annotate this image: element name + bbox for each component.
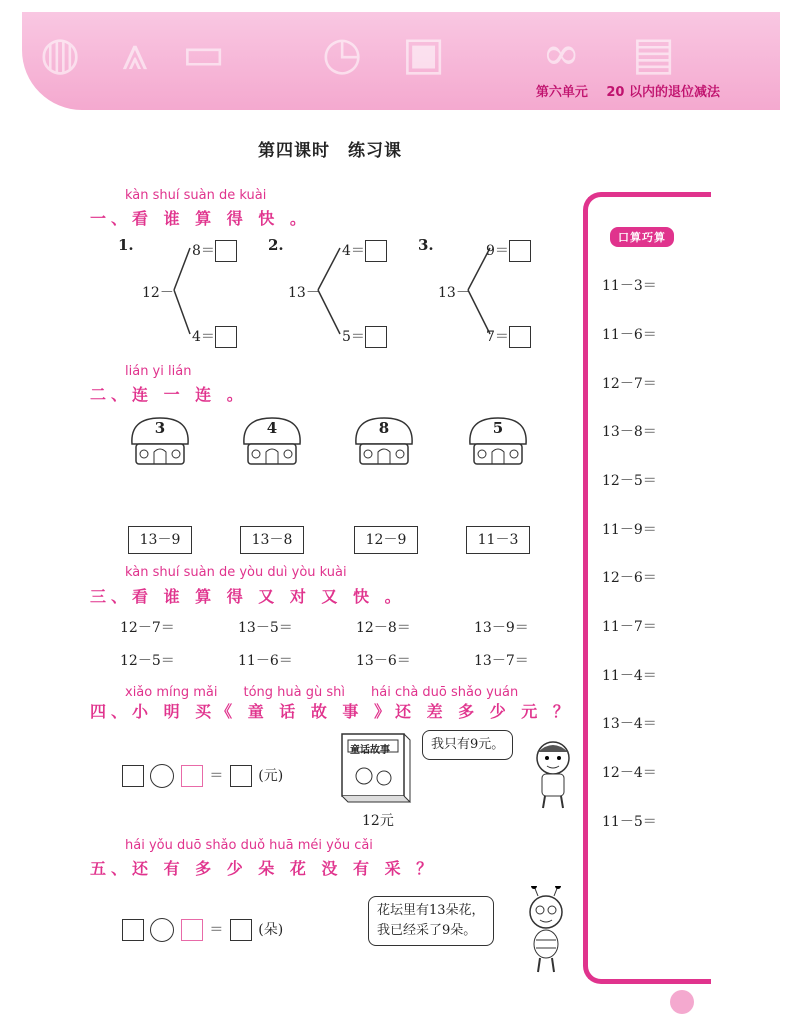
- tree-top: 9＝: [486, 240, 531, 262]
- tree-label: 2.: [268, 236, 284, 254]
- section-3-title: 三、看 谁 算 得 又 对 又 快 。: [90, 587, 406, 606]
- house-number: 5: [492, 419, 504, 437]
- backpack-icon: ▣: [402, 26, 446, 80]
- unit-label: 第六单元: [535, 85, 588, 100]
- section-4-title: 四、小 明 买《 童 话 故 事 》还 差 多 少 元 ？: [90, 702, 574, 721]
- sidebar-item: 12－7＝: [602, 376, 657, 392]
- tree-top: 8＝: [192, 240, 237, 262]
- alarm-clock-icon: ◷: [322, 26, 363, 80]
- section-2-title: 二、连 一 连 。: [90, 385, 248, 404]
- operator-circle[interactable]: [150, 918, 174, 942]
- boy-character-image: [528, 740, 578, 814]
- mental-math-sidebar: [583, 192, 711, 984]
- calc-item: 13－5＝: [238, 620, 293, 636]
- tree-root: 13－: [288, 285, 320, 301]
- number-tree-1: [118, 236, 258, 356]
- answer-box[interactable]: [509, 326, 531, 348]
- house-number: 8: [378, 419, 390, 437]
- section-1-title: 一、看 谁 算 得 快 。: [90, 209, 311, 228]
- mushroom-house: [464, 414, 532, 466]
- mushroom-house: [350, 414, 418, 466]
- answer-box[interactable]: [181, 919, 203, 941]
- number-tree-2: [268, 236, 408, 356]
- unit-label: (朵): [258, 922, 284, 938]
- section-1-pinyin: kàn shuí suàn de kuài: [125, 188, 267, 203]
- speech-line: 花坛里有13朵花，: [377, 903, 485, 918]
- tree-bottom: 7＝: [486, 326, 531, 348]
- section-3-pinyin: kàn shuí suàn de yòu duì yòu kuài: [125, 565, 347, 580]
- sidebar-item: 12－6＝: [602, 570, 657, 586]
- tree-bottom: 4＝: [192, 326, 237, 348]
- match-expression[interactable]: 13－9: [128, 526, 192, 554]
- sidebar-item: 11－4＝: [602, 668, 657, 684]
- book-icon: ▭: [182, 26, 226, 80]
- speech-line: 我已经采了9朵。: [377, 923, 477, 938]
- sidebar-item: 13－8＝: [602, 424, 657, 440]
- tree-root: 13－: [438, 285, 470, 301]
- answer-box[interactable]: [365, 240, 387, 262]
- notebook-icon: ▤: [632, 26, 676, 80]
- answer-box[interactable]: [122, 765, 144, 787]
- sidebar-item: 13－4＝: [602, 716, 657, 732]
- bee-character-image: [516, 886, 576, 980]
- sidebar-item: 11－9＝: [602, 522, 657, 538]
- mushroom-house: [238, 414, 306, 466]
- answer-box[interactable]: [509, 240, 531, 262]
- sidebar-item: 12－5＝: [602, 473, 657, 489]
- unit-label: (元): [258, 768, 284, 784]
- equation-row-q4: ＝ (元): [122, 764, 285, 788]
- calc-item: 13－7＝: [474, 653, 529, 669]
- operator-circle[interactable]: [150, 764, 174, 788]
- page-header: [22, 12, 780, 110]
- section-4-pinyin: xiǎo míng mǎi tóng huà gù shì hái chà duō shǎo yuán: [125, 685, 519, 700]
- lesson-title: 第四课时 练习课: [258, 141, 402, 161]
- number-tree-3: [418, 236, 558, 356]
- match-expression[interactable]: 11－3: [466, 526, 530, 554]
- house-number: 3: [154, 419, 166, 437]
- house-number: 4: [266, 419, 278, 437]
- sidebar-item: 12－4＝: [602, 765, 657, 781]
- answer-box[interactable]: [215, 326, 237, 348]
- book-price: 12元: [362, 813, 394, 829]
- tree-label: 3.: [418, 236, 434, 254]
- calc-item: 13－9＝: [474, 620, 529, 636]
- match-expression[interactable]: 13－8: [240, 526, 304, 554]
- answer-box[interactable]: [181, 765, 203, 787]
- match-expression[interactable]: 12－9: [354, 526, 418, 554]
- equation-row-q5: ＝ (朵): [122, 918, 285, 942]
- calc-item: 13－6＝: [356, 653, 411, 669]
- calc-item: 12－5＝: [120, 653, 175, 669]
- section-5-title: 五、还 有 多 少 朵 花 没 有 采 ？: [90, 859, 438, 878]
- answer-box[interactable]: [230, 765, 252, 787]
- mushroom-house: [126, 414, 194, 466]
- sidebar-item: 11－5＝: [602, 814, 657, 830]
- sidebar-item: 11－3＝: [602, 278, 657, 294]
- tree-bottom: 5＝: [342, 326, 387, 348]
- globe-icon: ◍: [40, 26, 81, 80]
- sidebar-item: 11－7＝: [602, 619, 657, 635]
- calc-item: 12－8＝: [356, 620, 411, 636]
- page-number-dot: [670, 990, 694, 1014]
- sidebar-badge: 口算巧算: [610, 227, 674, 247]
- speech-bubble-q4: 我只有9元。: [422, 730, 513, 760]
- calc-item: 12－7＝: [120, 620, 175, 636]
- answer-box[interactable]: [215, 240, 237, 262]
- section-2-pinyin: lián yi lián: [125, 364, 192, 379]
- section-5-pinyin: hái yǒu duō shǎo duǒ huā méi yǒu cǎi: [125, 838, 373, 853]
- answer-box[interactable]: [365, 326, 387, 348]
- answer-box[interactable]: [122, 919, 144, 941]
- tree-label: 1.: [118, 236, 134, 254]
- answer-box[interactable]: [230, 919, 252, 941]
- storybook-image: [334, 730, 412, 806]
- book-title: 童话故事: [350, 745, 390, 756]
- tree-top: 4＝: [342, 240, 387, 262]
- glasses-icon: ∞: [542, 26, 581, 80]
- calc-item: 11－6＝: [238, 653, 293, 669]
- compass-icon: ⩓: [122, 26, 148, 80]
- header-text: [522, 81, 720, 100]
- sidebar-item: 11－6＝: [602, 327, 657, 343]
- speech-bubble-q5: [368, 896, 494, 946]
- tree-root: 12－: [142, 285, 174, 301]
- topic-label: 20 以内的退位减法: [606, 85, 720, 100]
